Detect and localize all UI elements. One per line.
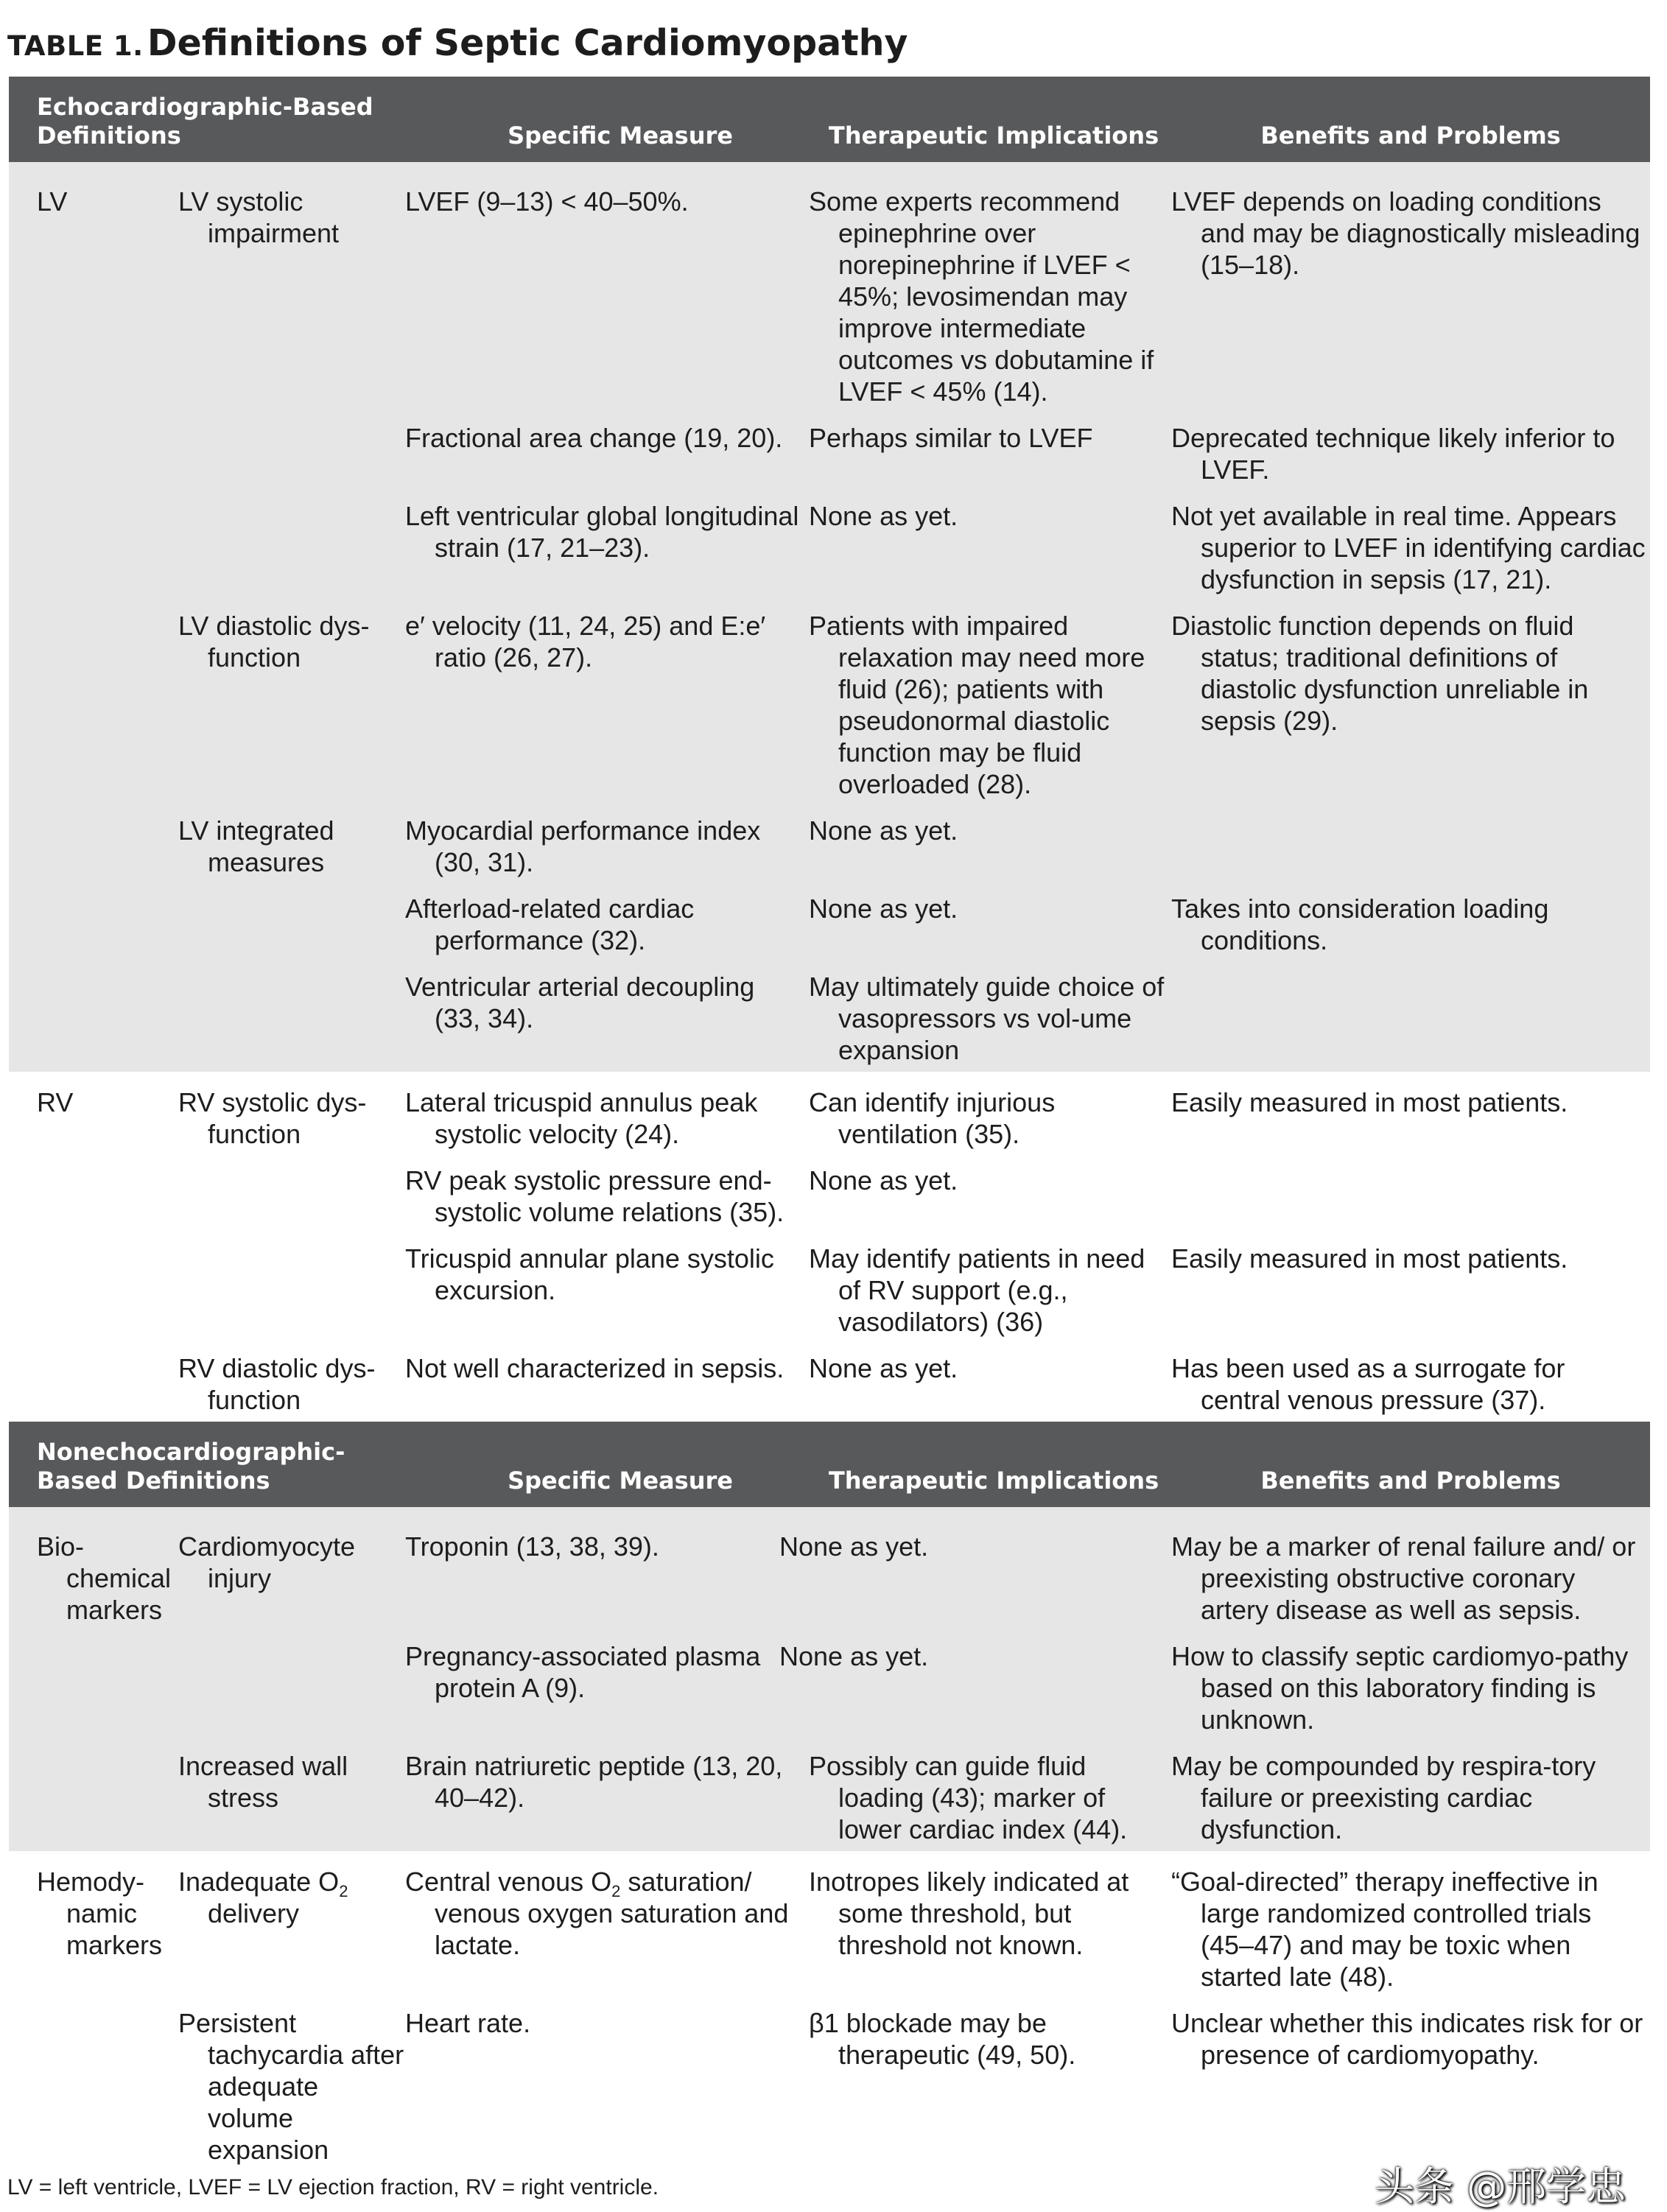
row-benefit: Takes into consideration loading conditions. [1171, 893, 1549, 955]
watermark: 头条 @邢学忠 [1375, 2163, 1626, 2210]
row-category: RV systolic dys-function [178, 1087, 367, 1149]
row-benefit: How to classify septic cardiomyo-pathy based on this laboratory finding is unknown. [1171, 1641, 1629, 1735]
table-row [9, 1338, 1650, 1422]
section2-header-title: Nonechocardiographic-Based Definitions [9, 1422, 405, 1507]
row-measure: Troponin (13, 38, 39). [405, 1531, 659, 1562]
row-implication: None as yet. [809, 893, 958, 924]
row-group: Hemody-namic markers [37, 1867, 163, 1960]
row-category: Persistent tachycardia after adequate volume expansion [178, 2008, 404, 2165]
table-row [9, 407, 1650, 485]
row-benefit: Has been used as a surrogate for central venous pressure (37). [1171, 1353, 1565, 1415]
header-therapeutic-implications: Therapeutic Implications [806, 77, 1171, 162]
row-benefit: Easily measured in most patients. [1171, 1087, 1568, 1117]
table-row [9, 1626, 1650, 1735]
header-benefits-problems: Benefits and Problems [1171, 77, 1650, 162]
row-measure: Heart rate. [405, 2008, 531, 2038]
table-row [9, 1072, 1650, 1150]
table-row [9, 956, 1650, 1072]
row-implication: None as yet. [809, 1353, 958, 1383]
row-measure: RV peak systolic pressure end-systolic volume relations (35). [405, 1165, 785, 1227]
table-caption [7, 22, 908, 64]
row-measure: LVEF (9–13) < 40–50%. [405, 186, 689, 217]
row-measure: Myocardial performance index (30, 31). [405, 815, 761, 877]
row-implication: May identify patients in need of RV support (e.g., vasodilators) (36) [809, 1243, 1145, 1337]
row-benefit: Diastolic function depends on fluid status; traditional definitions of diastolic dysfunction unreliable in sepsis (29). [1171, 611, 1589, 736]
header-benefits-problems: Benefits and Problems [1171, 1422, 1650, 1507]
row-measure: Tricuspid annular plane systolic excursion. [405, 1243, 774, 1305]
row-benefit: LVEF depends on loading conditions and may be diagnostically misleading (15–18). [1171, 186, 1640, 280]
table-label: TABLE 1. [7, 30, 144, 62]
row-implication: Perhaps similar to LVEF [809, 423, 1093, 453]
row-category: Increased wall stress [178, 1751, 348, 1813]
row-category: Inadequate $O_2$ delivery [178, 1867, 348, 1928]
row-benefit: May be a marker of renal failure and/ or preexisting obstructive coronary artery disease as well as sepsis. [1171, 1531, 1636, 1625]
row-implication: Some experts recommend epinephrine over norepinephrine if LVEF < 45%; levosimendan may improve intermediate outcomes vs dobutamine if LVEF < 45% (14). [809, 186, 1154, 407]
header-specific-measure: Specific Measure [405, 1422, 806, 1507]
header-specific-measure: Specific Measure [405, 77, 806, 162]
table-row [9, 800, 1650, 878]
row-implication: None as yet. [779, 1531, 929, 1562]
row-implication: β1 blockade may be therapeutic (49, 50). [809, 2008, 1076, 2070]
row-implication: Can identify injurious ventilation (35). [809, 1087, 1056, 1149]
table-row [9, 595, 1650, 800]
row-group: LV [9, 162, 175, 407]
header-therapeutic-implications: Therapeutic Implications [806, 1422, 1171, 1507]
row-implication: Possibly can guide fluid loading (43); marker of lower cardiac index (44). [809, 1751, 1128, 1844]
row-implication: Patients with impaired relaxation may need more fluid (26); patients with pseudonormal diastolic function may be fluid overloaded (28). [809, 611, 1145, 799]
definitions-table [9, 77, 1650, 2166]
row-benefit: Unclear whether this indicates risk for or presence of cardiomyopathy. [1171, 2008, 1643, 2070]
table-footnote: LV = left ventricle, LVEF = LV ejection fraction, RV = right ventricle. [7, 2175, 659, 2199]
row-implication: None as yet. [779, 1641, 929, 1671]
row-measure: Fractional area change (19, 20). [405, 423, 783, 453]
row-benefit: Not yet available in real time. Appears superior to LVEF in identifying cardiac dysfunction in sepsis (17, 21). [1171, 501, 1646, 594]
row-implication: None as yet. [809, 1165, 958, 1195]
row-measure: Afterload-related cardiac performance (32). [405, 893, 695, 955]
row-measure: Brain natriuretic peptide (13, 20, 40–42). [405, 1751, 783, 1813]
table-row [9, 878, 1650, 956]
table-row [9, 1507, 1650, 1626]
row-measure: Ventricular arterial decoupling (33, 34). [405, 972, 755, 1033]
row-measure: Left ventricular global longitudinal strain (17, 21–23). [405, 501, 799, 563]
table-row [9, 1735, 1650, 1851]
table-row [9, 1150, 1650, 1228]
table-row [9, 485, 1650, 595]
row-category: LV diastolic dys-function [178, 611, 370, 673]
table-row [9, 1851, 1650, 1992]
row-measure: Not well characterized in sepsis. [405, 1353, 785, 1383]
row-measure: Pregnancy-associated plasma protein A (9). [405, 1641, 761, 1703]
row-benefit: May be compounded by respira-tory failure or preexisting cardiac dysfunction. [1171, 1751, 1596, 1844]
row-implication: May ultimately guide choice of vasopressors vs vol-ume expansion [809, 972, 1165, 1065]
table-row [9, 1992, 1650, 2166]
section1-header-row [9, 77, 1650, 162]
table-title: Definitions of Septic Cardiomyopathy [147, 22, 908, 64]
row-measure: Lateral tricuspid annulus peak systolic velocity (24). [405, 1087, 758, 1149]
row-benefit: Deprecated technique likely inferior to LVEF. [1171, 423, 1615, 485]
row-category: LV systolic impairment [178, 186, 340, 248]
row-measure: e′ velocity (11, 24, 25) and E:e′ ratio (26, 27). [405, 611, 766, 673]
row-implication: None as yet. [809, 815, 958, 846]
row-group: Bio-chemical markers [37, 1531, 172, 1625]
row-category: LV integrated measures [178, 815, 334, 877]
row-category: RV diastolic dys-function [178, 1353, 376, 1415]
row-benefit: “Goal-directed” therapy ineffective in large randomized controlled trials (45–47) and may be toxic when started late (48). [1171, 1867, 1598, 1992]
row-category: Cardiomyocyte injury [178, 1531, 356, 1593]
section2-header-row [9, 1422, 1650, 1507]
section1-header-title: Echocardiographic-Based Definitions [9, 77, 405, 162]
row-measure: Central venous $O_2$ saturation/ venous oxygen saturation and lactate. [405, 1867, 789, 1960]
row-implication: Inotropes likely indicated at some threshold, but threshold not known. [809, 1867, 1129, 1960]
row-benefit: Easily measured in most patients. [1171, 1243, 1568, 1274]
row-implication: None as yet. [809, 501, 958, 531]
row-group: RV [9, 1072, 175, 1150]
table-row [9, 1228, 1650, 1338]
table-row [9, 162, 1650, 407]
